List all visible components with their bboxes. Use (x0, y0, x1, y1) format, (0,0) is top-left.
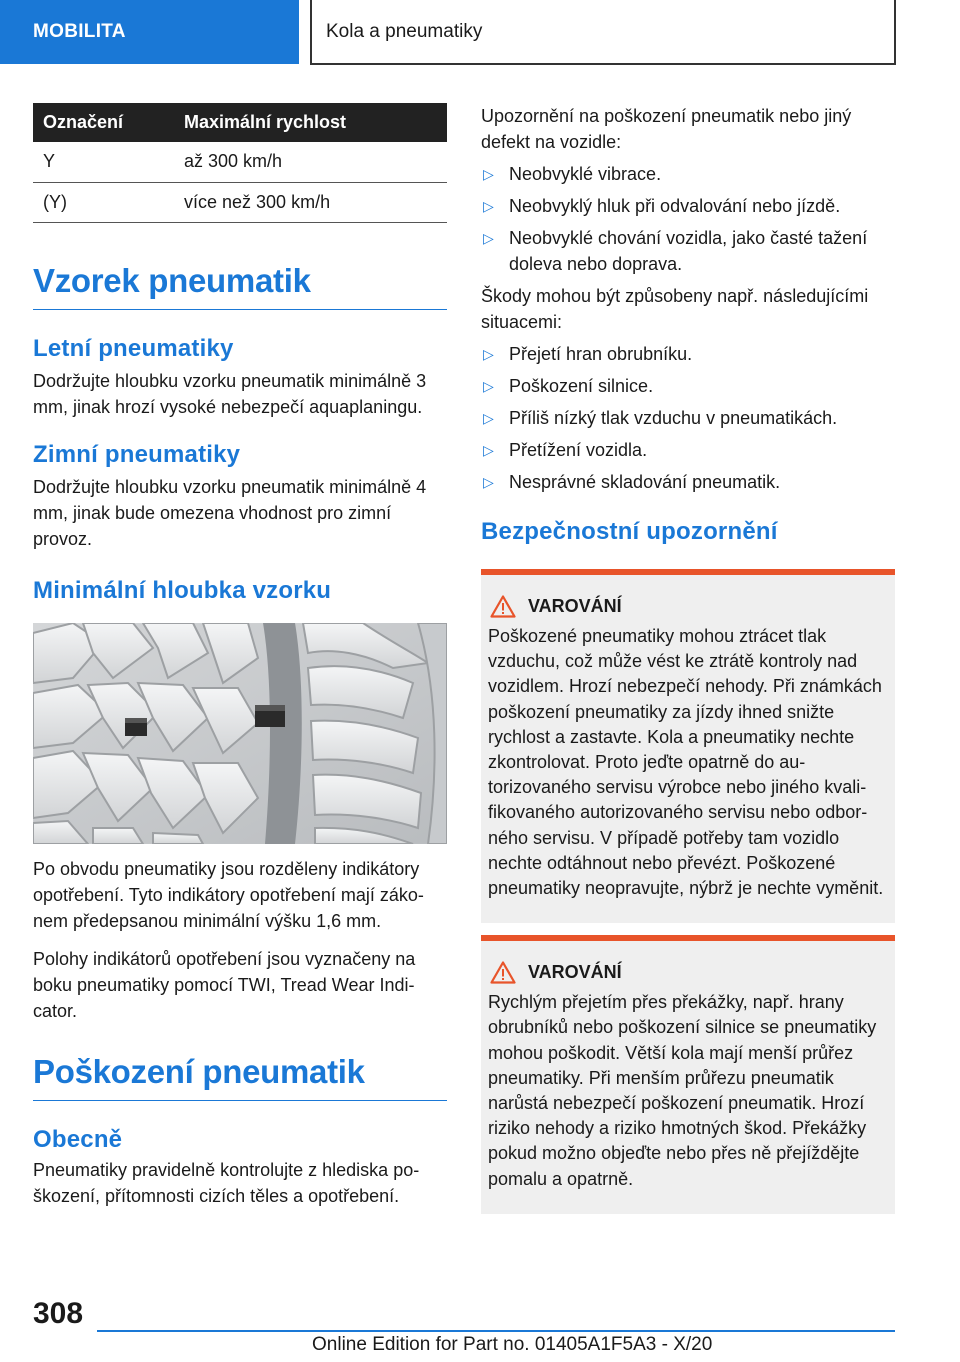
paragraph-indicators: Po obvodu pneumatiky jsou rozděleny indikátory opotřebení. Tyto indikátory opotřebení mají zákonem předepsanou minimální výšku 1,6 mm. (33, 858, 424, 931)
chapter-title[interactable]: Kola a pneumatiky (310, 0, 896, 65)
subheading-min-depth: Minimální hloubka vzorku (33, 576, 332, 604)
table-cell: až 300 km/h (173, 142, 447, 182)
paragraph-general: Pneumatiky pravidelně kontrolujte z hlediska poškození, přítomnosti cizích těles a opotřebení. (33, 1159, 420, 1206)
list-item: ▷ Neobvyklý hluk při odvalování nebo jízdě. (481, 193, 895, 219)
left-column (33, 103, 447, 1209)
table-row (33, 182, 447, 222)
warning-triangle-icon (490, 595, 516, 618)
paragraph-notice-intro: Upozornění na poškození pneumatik nebo jiný defekt na vozidle: (481, 106, 852, 152)
paragraph-winter: Dodržujte hloubku vzorku pneumatik minimálně 4 mm, jinak bude omezena vhodnost pro zimní provoz. (33, 476, 427, 549)
warning-label: VAROVÁNÍ (528, 962, 622, 983)
right-column (481, 103, 895, 1214)
paragraph-summer: Dodržujte hloubku vzorku pneumatik minimálně 3 mm, jinak hrozí vysoké nebezpečí aquaplaningu. (33, 370, 427, 417)
list-item: ▷ Poškození silnice. (481, 373, 895, 399)
subheading-winter: Zimní pneumatiky (33, 440, 241, 468)
triangle-bullet-icon: ▷ (483, 230, 494, 246)
table-cell: více než 300 km/h (173, 182, 447, 222)
section-heading-tread: Vzorek pneumatik (33, 261, 447, 310)
table-header-cell: Maximální rychlost (173, 103, 447, 142)
table-cell: Y (33, 142, 173, 182)
tire-tread-illustration (33, 623, 447, 844)
list-item: ▷ Neobvyklé chování vozidla, jako časté tažení doleva nebo doprava. (481, 225, 895, 277)
table-cell: (Y) (33, 182, 173, 222)
notice-list (481, 161, 895, 277)
list-item: ▷ Nesprávné skladování pneumatik. (481, 469, 895, 495)
triangle-bullet-icon: ▷ (483, 378, 494, 394)
triangle-bullet-icon: ▷ (483, 346, 494, 362)
section-tab[interactable]: MOBILITA (0, 0, 299, 64)
list-item: ▷ Přejetí hran obrubníku. (481, 341, 895, 367)
subheading-summer: Letní pneumatiky (33, 334, 234, 362)
warning-text: Poškozené pneumatiky mohou ztrácet tlak vzduchu, což může vést ke ztrátě kontroly nad vozidlem. Hrozí nebezpečí nehody. Při známkách poškození pneumatiky za jízdy ihned snižte rychlost a zastavte. Kola a pneumatiky nechte zkontrolovat. Proto jeďte opatrně do autorizovaného servisu výrobce nebo jiného kvalifikovaného autorizovaného servisu nebo odborného servisu. V případě potřeby tam vozidlo nechte odtáhnout nebo převézt. Poškozené pneumatiky neopravujte, nýbrž je nechte vyměnit. (488, 626, 884, 899)
subheading-general: Obecně (33, 1125, 123, 1153)
section-heading-damage: Poškození pneumatik (33, 1052, 447, 1101)
table-header-row (33, 103, 447, 142)
warning-box (481, 569, 895, 923)
triangle-bullet-icon: ▷ (483, 474, 494, 490)
warning-header (488, 595, 888, 618)
triangle-bullet-icon: ▷ (483, 198, 494, 214)
paragraph-twi: Polohy indikátorů opotřebení jsou vyznačeny na boku pneumatiky pomocí TWI, Tread Wear Indicator. (33, 948, 416, 1021)
warning-label: VAROVÁNÍ (528, 596, 622, 616)
page-header (0, 0, 960, 66)
footer-divider (97, 1330, 895, 1332)
paragraph-causes-intro: Škody mohou být způsobeny např. následujícími situacemi: (481, 286, 869, 332)
warning-box (481, 935, 895, 1214)
speed-rating-table (33, 103, 447, 223)
triangle-bullet-icon: ▷ (483, 410, 494, 426)
subheading-safety: Bezpečnostní upozornění (481, 518, 778, 545)
list-item: ▷ Neobvyklé vibrace. (481, 161, 895, 187)
table-row (33, 142, 447, 182)
table-header-cell: Označení (33, 103, 173, 142)
causes-list (481, 341, 895, 495)
warning-triangle-icon (490, 961, 516, 984)
page-number: 308 (33, 1297, 84, 1330)
triangle-bullet-icon: ▷ (483, 166, 494, 182)
list-item: ▷ Příliš nízký tlak vzduchu v pneumatikách. (481, 405, 895, 431)
list-item: ▷ Přetížení vozidla. (481, 437, 895, 463)
warning-header (488, 961, 888, 984)
triangle-bullet-icon: ▷ (483, 442, 494, 458)
warning-text: Rychlým přejetím přes překážky, např. hrany obrubníků nebo poškození silnice se pneumatiky mohou poškodit. Větší kola mají menší průřez pneumatiky. Při menším průřezu pneumatik narůstá nebezpečí poškození pneumatik. Hrozí riziko nehody a riziko hmotných škod. Překážky pokud možno objeďte nebo přes ně přejíždějte pomalu a opatrně. (488, 992, 877, 1189)
footer-edition: Online Edition for Part no. 01405A1F5A3 - X/20 (312, 1334, 713, 1355)
